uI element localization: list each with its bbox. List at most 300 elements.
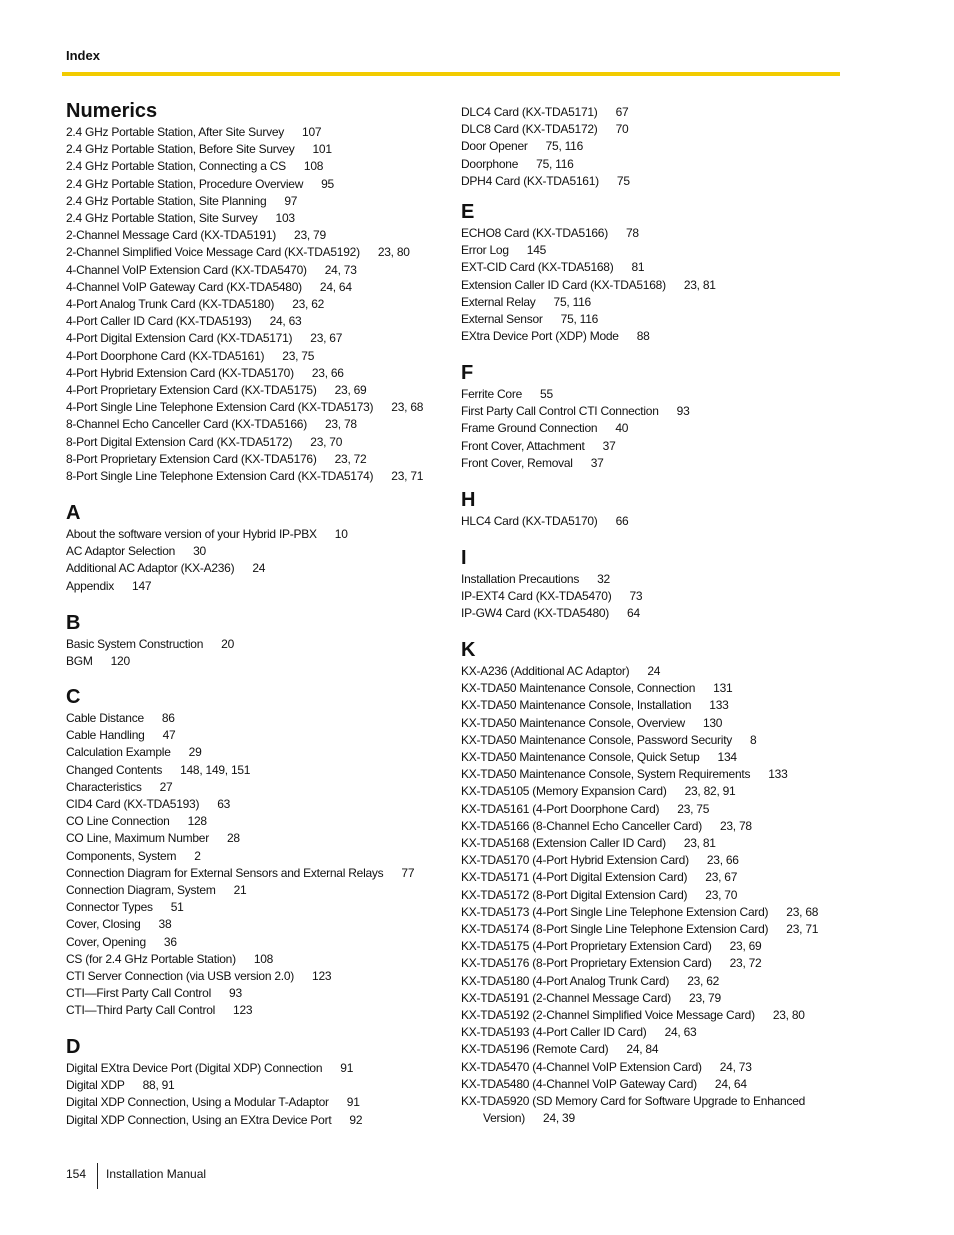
section-heading: Numerics bbox=[66, 100, 158, 122]
index-entry bbox=[461, 766, 841, 783]
index-entry bbox=[461, 277, 841, 294]
index-page-refs[interactable]: 86 bbox=[161, 711, 175, 725]
index-page-refs[interactable]: 10 bbox=[334, 527, 348, 541]
index-entry bbox=[461, 225, 841, 242]
index-entry bbox=[66, 636, 446, 653]
index-page-refs[interactable]: 24, 64 bbox=[319, 279, 352, 294]
index-term: 4-Channel VoIP Gateway Card (KX-TDA5480) bbox=[66, 279, 302, 294]
index-term: CTI Server Connection (via USB version 2.0) bbox=[66, 969, 295, 984]
index-entry bbox=[66, 1094, 446, 1111]
index-page-refs[interactable]: 93 bbox=[676, 404, 690, 419]
index-entry bbox=[66, 313, 446, 330]
index-page-refs[interactable]: 101 bbox=[312, 142, 332, 157]
index-section bbox=[461, 102, 841, 190]
index-term: Front Cover, Removal bbox=[461, 455, 573, 470]
index-term: Connection Diagram for External Sensors and External Relays bbox=[66, 865, 384, 880]
index-term-continuation-text: Version) bbox=[483, 1111, 526, 1126]
index-entry bbox=[461, 904, 841, 921]
index-entry bbox=[66, 468, 446, 485]
index-page-refs[interactable]: 123 bbox=[233, 1003, 253, 1018]
index-entry bbox=[66, 830, 446, 847]
index-entry bbox=[66, 1060, 446, 1077]
index-entry bbox=[461, 104, 841, 121]
index-term: 2.4 GHz Portable Station, After Site Survey bbox=[66, 125, 285, 139]
index-term: KX-TDA5176 (8-Port Proprietary Extension Card) bbox=[461, 956, 712, 971]
index-entry bbox=[66, 451, 446, 468]
index-page-refs[interactable]: 40 bbox=[615, 421, 629, 436]
index-term: 8-Port Proprietary Extension Card (KX-TDA5176) bbox=[66, 451, 317, 466]
index-page-refs[interactable]: 64 bbox=[627, 606, 640, 621]
index-page-refs[interactable]: 78 bbox=[625, 226, 639, 240]
index-term: Calculation Example bbox=[66, 745, 171, 760]
index-entry bbox=[66, 578, 446, 595]
index-entry bbox=[461, 571, 841, 588]
index-page-refs[interactable]: 24, 73 bbox=[324, 262, 357, 277]
index-term: 8-Channel Echo Canceller Card (KX-TDA5166) bbox=[66, 417, 307, 432]
index-term: 8-Port Digital Extension Card (KX-TDA5172) bbox=[66, 434, 293, 449]
index-entry bbox=[66, 262, 446, 279]
index-entry bbox=[461, 403, 841, 420]
index-entry bbox=[66, 985, 446, 1002]
index-entry bbox=[66, 330, 446, 347]
index-term: Frame Ground Connection bbox=[461, 421, 598, 436]
index-entry bbox=[461, 1093, 841, 1127]
index-page-refs[interactable]: 67 bbox=[615, 105, 629, 119]
index-entry bbox=[66, 416, 446, 433]
index-page-refs[interactable]: 23, 66 bbox=[311, 365, 344, 380]
index-page-refs[interactable]: 47 bbox=[162, 728, 176, 743]
index-page-refs[interactable]: 23, 75 bbox=[677, 801, 710, 816]
index-term: AC Adaptor Selection bbox=[66, 544, 176, 559]
index-term: Changed Contents bbox=[66, 762, 163, 777]
index-term: CID4 Card (KX-TDA5193) bbox=[66, 797, 200, 812]
index-entry bbox=[66, 526, 446, 543]
index-entry bbox=[66, 176, 446, 193]
section-heading: E bbox=[461, 201, 475, 223]
footer-doc-title: Installation Manual bbox=[106, 1167, 207, 1181]
index-page-refs[interactable]: 23, 67 bbox=[310, 331, 343, 346]
index-entry bbox=[461, 1024, 841, 1041]
index-term: 2.4 GHz Portable Station, Connecting a CS bbox=[66, 159, 286, 174]
index-page-refs[interactable]: 75, 116 bbox=[560, 312, 599, 327]
index-page-refs[interactable]: 24, 84 bbox=[626, 1042, 659, 1057]
index-page-refs[interactable]: 147 bbox=[132, 578, 152, 593]
index-term: Basic System Construction bbox=[66, 637, 204, 651]
index-page-refs[interactable]: 37 bbox=[602, 438, 616, 453]
footer-divider bbox=[97, 1163, 98, 1189]
index-term: BGM bbox=[66, 654, 93, 669]
index-page-refs[interactable]: 24 bbox=[252, 561, 266, 576]
index-entry bbox=[461, 732, 841, 749]
index-entry bbox=[66, 158, 446, 175]
index-entry bbox=[461, 835, 841, 852]
index-entry bbox=[461, 990, 841, 1007]
index-page-refs[interactable]: 24 bbox=[647, 664, 661, 678]
index-page-refs[interactable]: 130 bbox=[702, 715, 723, 730]
index-term: Error Log bbox=[461, 243, 509, 258]
index-term: Cable Distance bbox=[66, 711, 144, 725]
index-page-refs[interactable]: 133 bbox=[768, 767, 788, 782]
index-term: 2-Channel Message Card (KX-TDA5191) bbox=[66, 228, 277, 243]
index-term: IP-EXT4 Card (KX-TDA5470) bbox=[461, 589, 612, 604]
index-page-refs[interactable]: 36 bbox=[163, 934, 177, 949]
index-page-refs[interactable]: 133 bbox=[709, 698, 729, 713]
index-term: KX-TDA5168 (Extension Caller ID Card) bbox=[461, 836, 666, 851]
index-entry bbox=[461, 818, 841, 835]
index-entry-list bbox=[461, 386, 841, 472]
index-page-refs[interactable]: 75 bbox=[616, 173, 630, 188]
index-entry bbox=[66, 365, 446, 382]
index-term: First Party Call Control CTI Connection bbox=[461, 404, 659, 419]
index-term: ECHO8 Card (KX-TDA5166) bbox=[461, 226, 608, 240]
index-page-refs[interactable]: 23, 70 bbox=[310, 434, 343, 449]
index-page-refs[interactable]: 108 bbox=[303, 159, 324, 174]
index-page-refs[interactable]: 81 bbox=[631, 260, 645, 275]
index-page-refs[interactable]: 75, 116 bbox=[545, 139, 584, 154]
index-entry bbox=[66, 796, 446, 813]
header-rule bbox=[62, 72, 840, 76]
index-entry-list bbox=[461, 225, 841, 345]
index-page-refs[interactable]: 120 bbox=[110, 654, 130, 669]
index-term: 4-Port Single Line Telephone Extension Card (KX-TDA5173) bbox=[66, 400, 374, 415]
index-page-refs[interactable]: 77 bbox=[401, 865, 415, 880]
index-entry bbox=[66, 434, 446, 451]
index-page-refs[interactable]: 29 bbox=[188, 745, 202, 760]
index-page-refs[interactable]: 21 bbox=[233, 883, 247, 898]
index-page-refs[interactable]: 134 bbox=[717, 750, 737, 765]
index-term: Cover, Closing bbox=[66, 917, 141, 932]
index-entry bbox=[461, 869, 841, 886]
section-heading: D bbox=[66, 1036, 81, 1058]
index-entry bbox=[461, 921, 841, 938]
index-entry bbox=[461, 513, 841, 530]
index-section bbox=[461, 362, 841, 472]
index-entry bbox=[461, 386, 841, 403]
index-page-refs[interactable]: 23, 62 bbox=[292, 297, 325, 312]
index-entry bbox=[461, 801, 841, 818]
index-term: KX-TDA5180 (4-Port Analog Trunk Card) bbox=[461, 973, 670, 988]
section-heading: K bbox=[461, 639, 476, 661]
index-term: DPH4 Card (KX-TDA5161) bbox=[461, 173, 599, 188]
index-term: Front Cover, Attachment bbox=[461, 438, 585, 453]
index-term: EXT-CID Card (KX-TDA5168) bbox=[461, 260, 614, 275]
index-term: External Relay bbox=[461, 294, 536, 309]
index-page-refs[interactable]: 148, 149, 151 bbox=[180, 762, 251, 777]
index-entry bbox=[66, 916, 446, 933]
index-page-refs[interactable]: 23, 68 bbox=[786, 904, 819, 919]
index-page-refs[interactable]: 95 bbox=[321, 176, 334, 191]
index-page-refs[interactable]: 23, 69 bbox=[729, 939, 762, 954]
index-page-refs[interactable]: 30 bbox=[193, 544, 206, 559]
index-term: Components, System bbox=[66, 848, 177, 863]
index-term: 2.4 GHz Portable Station, Site Planning bbox=[66, 193, 267, 208]
index-entry bbox=[461, 420, 841, 437]
index-page-refs[interactable]: 24, 64 bbox=[714, 1076, 747, 1091]
index-term: KX-TDA50 Maintenance Console, Password Security bbox=[461, 732, 733, 747]
index-page-refs[interactable]: 23, 71 bbox=[786, 922, 819, 937]
index-entry bbox=[66, 779, 446, 796]
index-page-refs[interactable]: 75, 116 bbox=[536, 156, 574, 171]
index-term: DLC4 Card (KX-TDA5171) bbox=[461, 105, 598, 119]
section-heading: I bbox=[461, 547, 467, 569]
index-term: KX-TDA50 Maintenance Console, Quick Setup bbox=[461, 750, 700, 765]
index-page-refs[interactable]: 88, 91 bbox=[142, 1078, 175, 1093]
index-term: KX-TDA5191 (2-Channel Message Card) bbox=[461, 990, 672, 1005]
index-term: 4-Port Digital Extension Card (KX-TDA5171) bbox=[66, 331, 293, 346]
index-page-refs[interactable]: 23, 62 bbox=[687, 973, 720, 988]
index-page-refs[interactable]: 131 bbox=[713, 681, 733, 696]
index-page-refs[interactable]: 23, 81 bbox=[683, 836, 716, 851]
index-page-refs[interactable]: 23, 70 bbox=[705, 887, 738, 902]
index-term: 2.4 GHz Portable Station, Procedure Overview bbox=[66, 176, 304, 191]
index-term: EXtra Device Port (XDP) Mode bbox=[461, 329, 619, 344]
index-page-refs[interactable]: 28 bbox=[226, 831, 240, 846]
index-entry-list bbox=[66, 636, 446, 670]
index-page-refs[interactable]: 93 bbox=[229, 986, 242, 1001]
index-term: External Sensor bbox=[461, 312, 543, 327]
index-term: 4-Channel VoIP Extension Card (KX-TDA5470) bbox=[66, 262, 307, 277]
index-term: 4-Port Caller ID Card (KX-TDA5193) bbox=[66, 314, 252, 329]
index-page-refs[interactable]: 23, 71 bbox=[391, 469, 424, 484]
index-page-refs[interactable]: 108 bbox=[253, 951, 274, 966]
index-entry-list bbox=[461, 571, 841, 623]
index-entry bbox=[66, 227, 446, 244]
index-page-refs[interactable]: 23, 66 bbox=[706, 853, 739, 868]
index-entry bbox=[66, 348, 446, 365]
index-entry bbox=[66, 882, 446, 899]
index-term: Installation Precautions bbox=[461, 572, 580, 586]
index-page-refs[interactable]: 24, 39 bbox=[543, 1111, 575, 1126]
index-entry-list bbox=[461, 104, 841, 190]
index-entry bbox=[66, 762, 446, 779]
index-page-refs[interactable]: 23, 75 bbox=[282, 348, 315, 363]
index-entry bbox=[66, 951, 446, 968]
index-section bbox=[66, 100, 446, 485]
index-page-refs[interactable]: 2 bbox=[194, 848, 201, 863]
index-page-refs[interactable]: 23, 72 bbox=[729, 956, 762, 971]
index-page-refs[interactable]: 23, 67 bbox=[705, 870, 738, 885]
index-entry bbox=[461, 259, 841, 276]
index-term: KX-TDA50 Maintenance Console, Connection bbox=[461, 681, 696, 696]
index-entry bbox=[461, 138, 841, 155]
index-page-refs[interactable]: 27 bbox=[159, 779, 173, 794]
index-term: Digital XDP bbox=[66, 1078, 125, 1093]
index-term: 4-Port Doorphone Card (KX-TDA5161) bbox=[66, 348, 265, 363]
index-term: Additional AC Adaptor (KX-A236) bbox=[66, 561, 235, 576]
index-term: Cover, Opening bbox=[66, 934, 146, 949]
index-page-refs[interactable]: 23, 72 bbox=[334, 451, 367, 466]
index-page-refs[interactable]: 24, 63 bbox=[269, 314, 302, 329]
index-term: KX-TDA5173 (4-Port Single Line Telephone Extension Card) bbox=[461, 904, 769, 919]
index-entry bbox=[66, 1077, 446, 1094]
index-term: Cable Handling bbox=[66, 728, 145, 743]
index-page-refs[interactable]: 20 bbox=[221, 637, 234, 651]
index-term: Appendix bbox=[66, 578, 115, 593]
index-term: Digital XDP Connection, Using an EXtra Device Port bbox=[66, 1112, 332, 1127]
index-entry bbox=[66, 968, 446, 985]
index-page-refs[interactable]: 24, 63 bbox=[664, 1025, 697, 1040]
index-page-refs[interactable]: 123 bbox=[312, 969, 332, 984]
index-section bbox=[461, 639, 841, 1127]
index-term: CS (for 2.4 GHz Portable Station) bbox=[66, 951, 236, 966]
index-section bbox=[66, 1036, 446, 1129]
index-term: KX-TDA5175 (4-Port Proprietary Extension Card) bbox=[461, 939, 712, 954]
index-term: KX-TDA5171 (4-Port Digital Extension Card) bbox=[461, 870, 688, 885]
index-entry bbox=[66, 543, 446, 560]
index-entry-list bbox=[461, 663, 841, 1127]
index-page-refs[interactable]: 37 bbox=[590, 455, 604, 470]
index-entry bbox=[66, 193, 446, 210]
index-entry bbox=[461, 783, 841, 800]
index-term: KX-TDA5920 (SD Memory Card for Software Upgrade to Enhanced bbox=[461, 1094, 806, 1109]
index-entry-list bbox=[66, 124, 446, 485]
index-page-refs[interactable]: 91 bbox=[346, 1095, 360, 1110]
index-page-refs[interactable]: 103 bbox=[275, 211, 295, 226]
index-term: KX-TDA5196 (Remote Card) bbox=[461, 1042, 609, 1057]
index-entry bbox=[461, 121, 841, 138]
index-term: Doorphone bbox=[461, 156, 519, 171]
index-page-refs[interactable]: 51 bbox=[170, 900, 184, 915]
index-page-refs[interactable]: 107 bbox=[302, 125, 322, 139]
index-entry bbox=[461, 1076, 841, 1093]
index-term: Digital EXtra Device Port (Digital XDP) Connection bbox=[66, 1061, 323, 1075]
index-term: CO Line, Maximum Number bbox=[66, 831, 209, 846]
index-entry bbox=[66, 710, 446, 727]
index-term: KX-TDA5170 (4-Port Hybrid Extension Card) bbox=[461, 853, 689, 868]
index-term: KX-TDA5161 (4-Port Doorphone Card) bbox=[461, 801, 660, 816]
index-entry-list bbox=[461, 513, 841, 530]
index-term: 4-Port Analog Trunk Card (KX-TDA5180) bbox=[66, 297, 275, 312]
index-entry bbox=[461, 1007, 841, 1024]
index-page-refs[interactable]: 23, 68 bbox=[391, 400, 424, 415]
index-term: Connector Types bbox=[66, 900, 153, 915]
index-term: 8-Port Single Line Telephone Extension Card (KX-TDA5174) bbox=[66, 469, 374, 484]
running-header: Index bbox=[66, 48, 100, 63]
index-term: KX-TDA50 Maintenance Console, Installation bbox=[461, 698, 692, 713]
index-page-refs[interactable]: 23, 79 bbox=[689, 990, 721, 1005]
index-entry bbox=[461, 663, 841, 680]
section-heading: A bbox=[66, 502, 81, 524]
index-page-refs[interactable]: 23, 80 bbox=[377, 245, 410, 260]
index-term: Characteristics bbox=[66, 779, 142, 794]
index-page-refs[interactable]: 91 bbox=[340, 1061, 354, 1075]
index-page-refs[interactable]: 92 bbox=[349, 1112, 363, 1127]
index-entry bbox=[66, 813, 446, 830]
index-term: Digital XDP Connection, Using a Modular T-Adaptor bbox=[66, 1095, 329, 1110]
index-entry bbox=[66, 244, 446, 261]
index-term: CO Line Connection bbox=[66, 814, 170, 829]
index-page-refs[interactable]: 23, 79 bbox=[294, 228, 326, 243]
index-page-refs[interactable]: 128 bbox=[187, 814, 207, 829]
index-page-refs[interactable]: 145 bbox=[526, 243, 547, 258]
index-page-refs[interactable]: 23, 82, 91 bbox=[684, 784, 736, 799]
index-term: KX-TDA5166 (8-Channel Echo Canceller Card) bbox=[461, 818, 702, 833]
index-section bbox=[66, 612, 446, 670]
index-term: 4-Port Proprietary Extension Card (KX-TDA5175) bbox=[66, 383, 317, 398]
index-entry bbox=[461, 294, 841, 311]
index-page-refs[interactable]: 24, 73 bbox=[719, 1059, 752, 1074]
index-entry bbox=[66, 382, 446, 399]
index-entry bbox=[66, 744, 446, 761]
index-page-refs[interactable]: 97 bbox=[284, 193, 298, 208]
index-entry-list bbox=[66, 526, 446, 595]
index-page-refs[interactable]: 23, 78 bbox=[324, 417, 357, 432]
index-entry bbox=[66, 141, 446, 158]
index-entry bbox=[461, 242, 841, 259]
index-entry bbox=[66, 865, 446, 882]
index-term-continuation bbox=[461, 1110, 841, 1127]
index-term: KX-TDA50 Maintenance Console, System Requirements bbox=[461, 767, 751, 782]
section-heading: B bbox=[66, 612, 81, 634]
index-entry bbox=[66, 1002, 446, 1019]
index-entry bbox=[66, 279, 446, 296]
index-term: KX-TDA5174 (8-Port Single Line Telephone Extension Card) bbox=[461, 922, 769, 937]
index-entry bbox=[461, 1059, 841, 1076]
index-page-refs[interactable]: 8 bbox=[750, 732, 757, 747]
index-term: Door Opener bbox=[461, 139, 528, 154]
index-term: 2-Channel Simplified Voice Message Card (KX-TDA5192) bbox=[66, 245, 360, 260]
index-entry bbox=[461, 680, 841, 697]
index-page-refs[interactable]: 73 bbox=[629, 589, 643, 604]
index-term: IP-GW4 Card (KX-TDA5480) bbox=[461, 606, 610, 621]
index-entry bbox=[66, 653, 446, 670]
index-term: 2.4 GHz Portable Station, Before Site Survey bbox=[66, 142, 295, 157]
index-page-refs[interactable]: 23, 78 bbox=[719, 818, 752, 833]
index-entry bbox=[66, 124, 446, 141]
index-entry bbox=[461, 438, 841, 455]
index-page-refs[interactable]: 23, 81 bbox=[683, 277, 716, 292]
index-term: Connection Diagram, System bbox=[66, 883, 216, 898]
index-page-refs[interactable]: 38 bbox=[158, 917, 172, 932]
index-section bbox=[461, 201, 841, 345]
index-page-refs[interactable]: 23, 69 bbox=[334, 383, 367, 398]
index-entry bbox=[461, 697, 841, 714]
index-page-refs[interactable]: 63 bbox=[217, 797, 231, 812]
index-entry bbox=[461, 887, 841, 904]
index-page-refs[interactable]: 32 bbox=[597, 572, 610, 586]
page-number: 154 bbox=[66, 1167, 87, 1181]
index-term: KX-TDA5172 (8-Port Digital Extension Card) bbox=[461, 887, 688, 902]
index-entry bbox=[461, 715, 841, 732]
index-entry bbox=[461, 455, 841, 472]
index-page-refs[interactable]: 66 bbox=[615, 514, 629, 528]
index-page-refs[interactable]: 23, 80 bbox=[772, 1008, 805, 1023]
index-entry bbox=[66, 934, 446, 951]
index-entry bbox=[461, 938, 841, 955]
index-entry bbox=[66, 848, 446, 865]
index-entry-list bbox=[66, 1060, 446, 1129]
index-page-refs[interactable]: 75, 116 bbox=[553, 294, 591, 309]
index-entry bbox=[461, 973, 841, 990]
index-page-refs[interactable]: 88 bbox=[636, 329, 650, 344]
section-heading: F bbox=[461, 362, 474, 384]
index-term: 4-Port Hybrid Extension Card (KX-TDA5170) bbox=[66, 365, 294, 380]
index-page-refs[interactable]: 55 bbox=[540, 387, 553, 401]
index-term: About the software version of your Hybrid IP-PBX bbox=[66, 527, 317, 541]
index-section bbox=[66, 502, 446, 595]
section-heading: C bbox=[66, 686, 81, 708]
index-section bbox=[66, 686, 446, 1020]
index-page-refs[interactable]: 70 bbox=[615, 122, 629, 137]
index-term: KX-TDA50 Maintenance Console, Overview bbox=[461, 715, 685, 730]
index-section bbox=[461, 489, 841, 530]
index-entry bbox=[66, 210, 446, 227]
section-heading: H bbox=[461, 489, 476, 511]
index-entry bbox=[66, 899, 446, 916]
index-term: HLC4 Card (KX-TDA5170) bbox=[461, 514, 598, 528]
index-entry bbox=[461, 605, 841, 622]
index-term: KX-TDA5105 (Memory Expansion Card) bbox=[461, 784, 667, 799]
